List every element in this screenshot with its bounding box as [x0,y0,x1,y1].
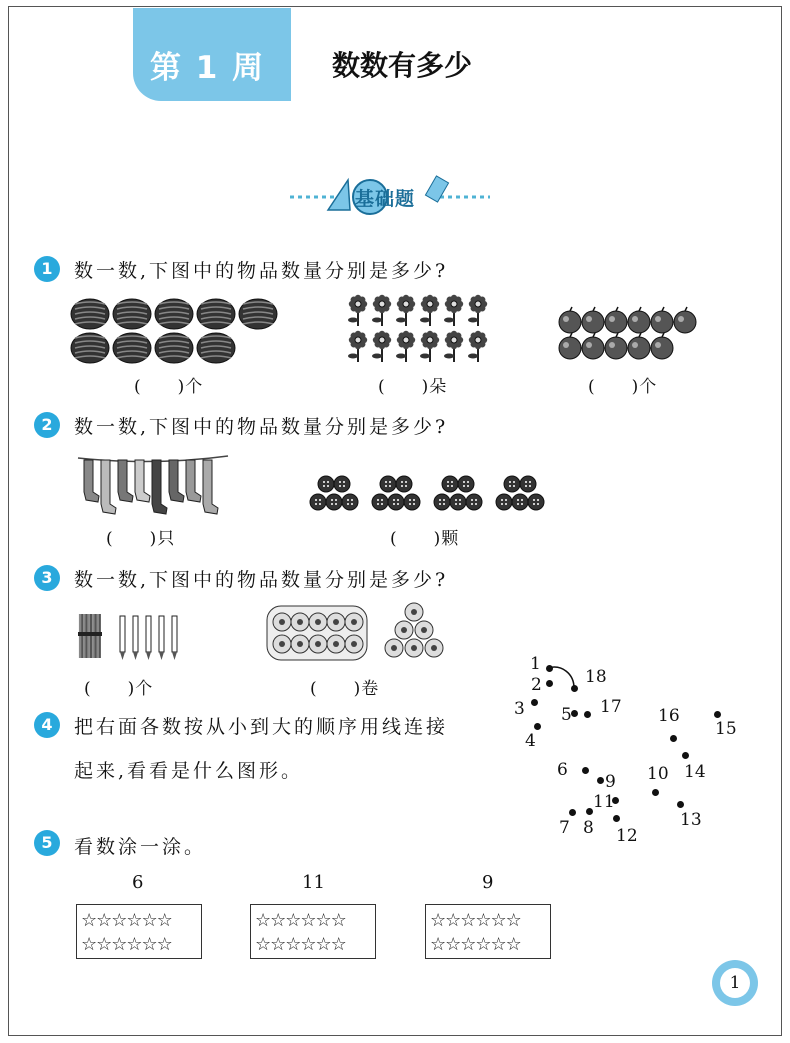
tissue-roll-icon [291,613,309,631]
button-icon [310,494,326,510]
flower-icon [396,295,415,326]
star-icon-row: ☆☆☆☆☆☆ ☆☆☆☆☆☆ [430,910,521,955]
puzzle-dot[interactable] [652,789,659,796]
puzzle-dot[interactable] [714,711,721,718]
flower-icon [348,331,367,362]
star-group-label: 6 [132,872,144,893]
flower-icon [420,295,439,326]
puzzle-dot-label: 6 [557,760,568,780]
puzzle-dot[interactable] [682,752,689,759]
tissue-roll-icon [273,613,291,631]
answer-blank[interactable]: ( )个 [588,377,658,397]
star-icon-row: ☆☆☆☆☆☆ ☆☆☆☆☆☆ [255,910,346,955]
sock-icon [169,460,184,502]
puzzle-dot[interactable] [569,809,576,816]
tissue-roll-icon [291,635,309,653]
star-group-label: 11 [302,872,325,893]
watermelon-icon [155,299,193,329]
page-number: 1 [720,968,750,998]
tissue-roll-icon [385,639,403,657]
watermelon-icon [197,299,235,329]
flower-icon [444,295,463,326]
watermelon-icon [113,299,151,329]
question-4-text-line1: 把右面各数按从小到大的顺序用线连接 [74,716,449,738]
puzzle-dot[interactable] [546,680,553,687]
question-number-2: 2 [34,412,60,438]
puzzle-dot-label: 1 [530,654,541,674]
button-icon [496,494,512,510]
worksheet-page [8,6,782,1036]
question-number-4: 4 [34,712,60,738]
question-number-5: 5 [34,830,60,856]
puzzle-dot[interactable] [531,699,538,706]
sock-icon [152,460,167,514]
page-title: 数数有多少 [332,49,473,82]
pencil-icon [172,616,177,660]
tissue-roll-icon [309,613,327,631]
flower-icon [372,295,391,326]
pencil-icon [133,616,138,660]
apple-icon [559,307,581,333]
watermelon-icon [71,299,109,329]
flower-icon [468,295,487,326]
apple-icon [582,307,604,333]
apple-group [558,310,708,364]
flower-group [346,292,496,366]
pencil-group [76,612,186,664]
answer-blank[interactable]: ( )个 [134,377,204,397]
button-icon [434,494,450,510]
sock-icon [186,460,201,502]
puzzle-dot[interactable] [582,767,589,774]
button-icon [466,494,482,510]
apple-icon [559,333,581,359]
puzzle-dot-label: 12 [616,826,638,846]
apple-icon [605,333,627,359]
button-icon [528,494,544,510]
tissue-roll-icon [327,635,345,653]
answer-blank[interactable]: ( )朵 [378,377,448,397]
flower-icon [468,331,487,362]
answer-blank[interactable]: ( )颗 [390,529,460,549]
button-icon [458,476,474,492]
puzzle-dot-label: 8 [583,818,594,838]
button-icon [388,494,404,510]
puzzle-dot-label: 9 [605,772,616,792]
puzzle-dot-label: 15 [715,719,737,739]
puzzle-dot-label: 11 [593,792,615,812]
sock-group [78,450,228,512]
puzzle-dot-label: 7 [559,818,570,838]
pencil-icon [159,616,164,660]
apple-icon [628,307,650,333]
puzzle-dot[interactable] [584,711,591,718]
week-label: 第 1 周 [150,50,266,86]
button-group [310,474,560,516]
star-box[interactable] [76,904,202,959]
sock-icon [101,460,116,514]
button-icon [504,476,520,492]
watermelon-icon [71,333,109,363]
question-3-text: 数一数,下图中的物品数量分别是多少? [74,569,449,591]
button-icon [342,494,358,510]
puzzle-dot[interactable] [670,735,677,742]
tissue-roll-icon [309,635,327,653]
question-2-text: 数一数,下图中的物品数量分别是多少? [74,416,449,438]
question-4-text-line2: 起来,看看是什么图形。 [74,760,304,782]
flower-icon [396,331,415,362]
section-banner: 基础题 [355,188,416,210]
sock-icon [135,460,150,502]
question-number-1: 1 [34,256,60,282]
puzzle-dot[interactable] [546,665,553,672]
puzzle-dot[interactable] [571,685,578,692]
watermelon-icon [197,333,235,363]
star-group-label: 9 [482,872,494,893]
puzzle-dot-label: 3 [514,699,525,719]
watermelon-group [70,296,280,368]
button-icon [450,494,466,510]
sock-icon [118,460,133,502]
apple-icon [605,307,627,333]
apple-icon [674,307,696,333]
question-1-text: 数一数,下图中的物品数量分别是多少? [74,260,449,282]
puzzle-dot-label: 18 [585,667,607,687]
pencil-icon [120,616,125,660]
star-box[interactable] [250,904,376,959]
apple-icon [651,333,673,359]
answer-blank[interactable]: ( )个 [84,679,154,699]
puzzle-dot[interactable] [677,801,684,808]
apple-icon [582,333,604,359]
button-icon [404,494,420,510]
answer-blank[interactable]: ( )卷 [310,679,380,699]
puzzle-dot[interactable] [597,777,604,784]
watermelon-icon [155,333,193,363]
sock-icon [84,460,99,502]
flower-icon [420,331,439,362]
watermelon-icon [113,333,151,363]
pencil-icon [146,616,151,660]
puzzle-dot-label: 17 [600,697,622,717]
tissue-roll-icon [405,603,423,621]
puzzle-dot-label: 5 [561,705,572,725]
question-5-text: 看数涂一涂。 [74,836,207,858]
button-icon [520,476,536,492]
puzzle-dot-label: 4 [525,731,536,751]
tissue-roll-icon [345,635,363,653]
puzzle-dot[interactable] [571,710,578,717]
star-icon-row: ☆☆☆☆☆☆ ☆☆☆☆☆☆ [81,910,172,955]
button-icon [442,476,458,492]
tissue-roll-icon [327,613,345,631]
apple-icon [628,333,650,359]
puzzle-dot-label: 14 [684,762,706,782]
puzzle-dot[interactable] [586,808,593,815]
flower-icon [444,331,463,362]
puzzle-dot-label: 10 [647,764,669,784]
tissue-roll-icon [273,635,291,653]
button-icon [372,494,388,510]
button-icon [396,476,412,492]
apple-icon [651,307,673,333]
tissue-roll-icon [425,639,443,657]
button-icon [318,476,334,492]
star-box[interactable] [425,904,551,959]
puzzle-dot-label: 13 [680,810,702,830]
puzzle-dot-label: 2 [531,675,542,695]
tissue-roll-group [266,598,441,666]
pencil-bundle-icon [78,614,102,658]
watermelon-icon [239,299,277,329]
tissue-roll-icon [395,621,413,639]
button-icon [380,476,396,492]
flower-icon [348,295,367,326]
tissue-roll-icon [405,639,423,657]
button-icon [326,494,342,510]
answer-blank[interactable]: ( )只 [106,529,176,549]
puzzle-dot[interactable] [613,815,620,822]
flower-icon [372,331,391,362]
button-icon [512,494,528,510]
question-number-3: 3 [34,565,60,591]
tissue-roll-icon [415,621,433,639]
puzzle-dot[interactable] [534,723,541,730]
button-icon [334,476,350,492]
sock-icon [203,460,218,514]
puzzle-dot-label: 16 [658,706,680,726]
tissue-roll-icon [345,613,363,631]
